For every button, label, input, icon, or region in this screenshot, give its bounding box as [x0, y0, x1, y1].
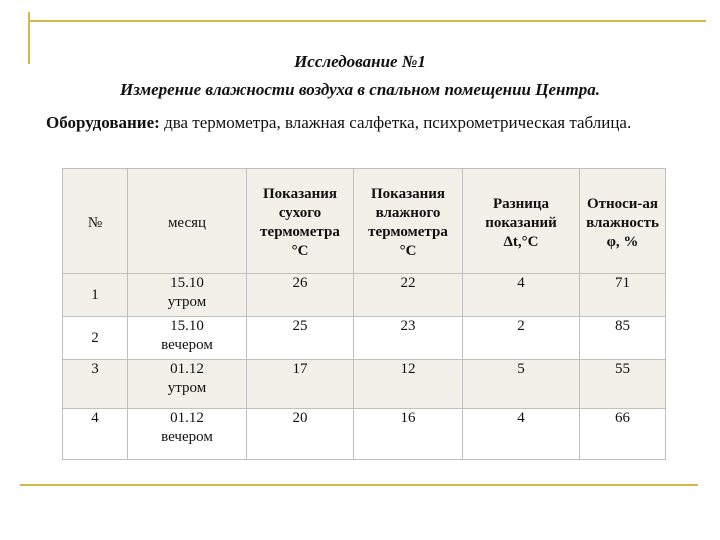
- table-row: [63, 360, 666, 409]
- decorative-rule-bottom: [20, 484, 698, 486]
- row-diff: 4: [463, 409, 580, 460]
- row-humidity: 71: [580, 274, 666, 317]
- row-wet: 12: [354, 360, 463, 409]
- row-month: 15.10 утром: [128, 274, 247, 317]
- row-diff: 5: [463, 360, 580, 409]
- header-number: №: [63, 169, 128, 274]
- study-title: Исследование №1: [294, 52, 426, 71]
- row-wet: 23: [354, 317, 463, 360]
- header-dry-thermometer: Показания сухого термометра °С: [247, 169, 354, 274]
- table-row: [63, 409, 666, 460]
- row-diff: 2: [463, 317, 580, 360]
- row-number: 3: [63, 360, 128, 409]
- row-wet: 16: [354, 409, 463, 460]
- row-humidity: 55: [580, 360, 666, 409]
- row-number: 4: [63, 409, 128, 460]
- row-wet: 22: [354, 274, 463, 317]
- equipment-text: два термометра, влажная салфетка, психрометрическая таблица.: [159, 113, 632, 132]
- table-row: [63, 317, 666, 360]
- row-month: 01.12 утром: [128, 360, 247, 409]
- table-row: [63, 274, 666, 317]
- table-header-row: [63, 169, 666, 274]
- equipment-paragraph: [46, 112, 686, 134]
- row-dry: 20: [247, 409, 354, 460]
- row-dry: 17: [247, 360, 354, 409]
- row-month: 15.10 вечером: [128, 317, 247, 360]
- row-number: 1: [63, 274, 128, 317]
- row-dry: 25: [247, 317, 354, 360]
- row-dry: 26: [247, 274, 354, 317]
- row-diff: 4: [463, 274, 580, 317]
- header-month: месяц: [128, 169, 247, 274]
- header-wet-thermometer: Показания влажного термометра °С: [354, 169, 463, 274]
- header-difference: Разница показаний Δt,°С: [463, 169, 580, 274]
- row-humidity: 85: [580, 317, 666, 360]
- header-humidity: Относи-ая влажность φ, %: [580, 169, 666, 274]
- equipment-label: Оборудование:: [46, 113, 160, 132]
- row-month: 01.12 вечером: [128, 409, 247, 460]
- decorative-rule-top: [28, 20, 706, 22]
- row-number: 2: [63, 317, 128, 360]
- measurement-table: [62, 168, 666, 460]
- row-humidity: 66: [580, 409, 666, 460]
- study-subtitle: Измерение влажности воздуха в спальном помещении Центра.: [120, 80, 600, 99]
